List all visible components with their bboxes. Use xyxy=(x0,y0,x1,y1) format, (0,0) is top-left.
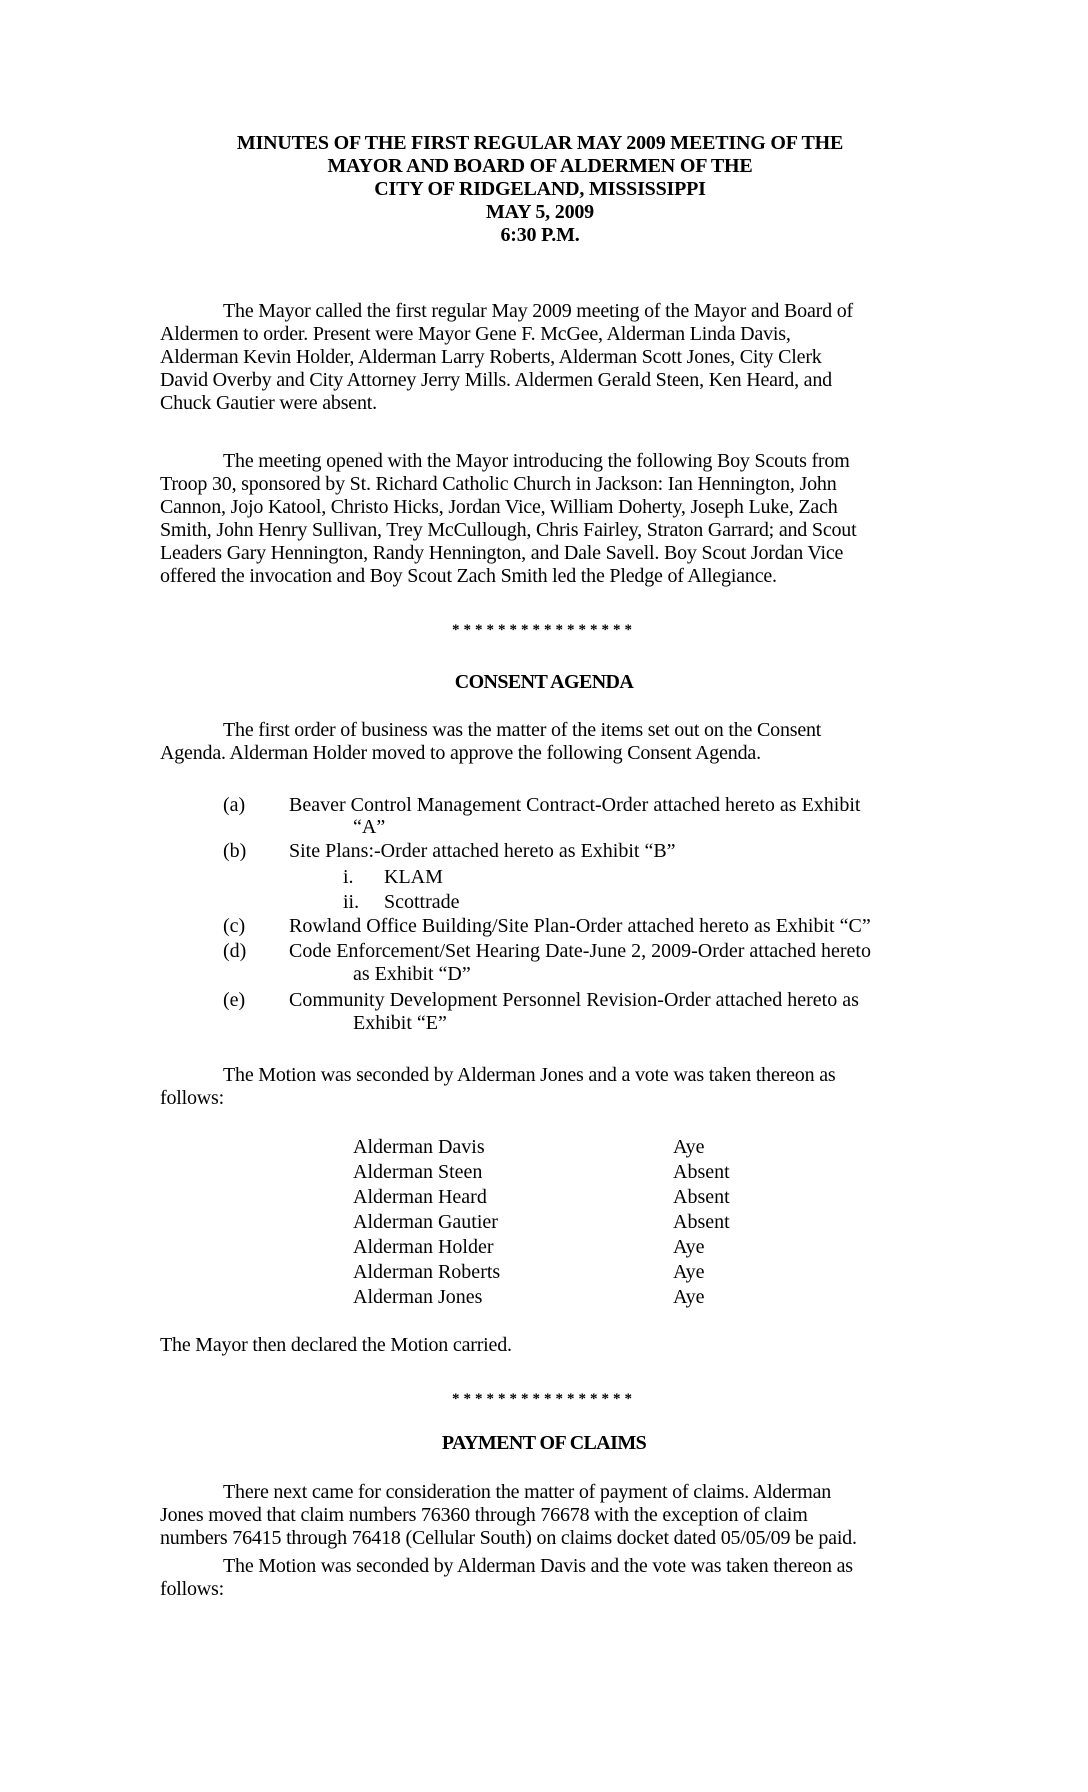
text-line: offered the invocation and Boy Scout Zach Smith led the Pledge of Allegiance. xyxy=(160,565,777,587)
vote-value: Absent xyxy=(673,1186,730,1208)
text-line: Aldermen to order. Present were Mayor Gene F. McGee, Alderman Linda Davis, xyxy=(160,323,791,345)
consent-intro-paragraph xyxy=(160,719,920,765)
text-line: The meeting opened with the Mayor introducing the following Boy Scouts from xyxy=(223,450,850,472)
section-heading-payment-of-claims: PAYMENT OF CLAIMS xyxy=(441,1432,647,1454)
text-line: The Motion was seconded by Alderman Davis and the vote was taken thereon as xyxy=(223,1555,853,1577)
item-label: (d) xyxy=(223,940,247,962)
vote-value: Absent xyxy=(673,1211,730,1233)
separator: **************** xyxy=(452,622,636,638)
vote-name: Alderman Heard xyxy=(353,1186,487,1208)
consent-motion-paragraph xyxy=(160,1064,920,1110)
text-line: Agenda. Alderman Holder moved to approve the following Consent Agenda. xyxy=(160,742,761,764)
vote-name: Alderman Steen xyxy=(353,1161,483,1183)
vote-name: Alderman Jones xyxy=(353,1286,483,1308)
sub-item-label: i. xyxy=(343,866,354,888)
item-label: (c) xyxy=(223,915,246,937)
text-line: Cannon, Jojo Katool, Christo Hicks, Jordan Vice, William Doherty, Joseph Luke, Zach xyxy=(160,496,838,518)
item-label: (e) xyxy=(223,989,246,1011)
title-line: MAY 5, 2009 xyxy=(486,201,594,223)
text-line: The first order of business was the matter of the items set out on the Consent xyxy=(223,719,822,741)
vote-value: Aye xyxy=(673,1236,705,1258)
text-line: Troop 30, sponsored by St. Richard Catholic Church in Jackson: Ian Hennington, John xyxy=(160,473,837,495)
text-line: There next came for consideration the matter of payment of claims. Alderman xyxy=(223,1481,832,1503)
text-line: Alderman Kevin Holder, Alderman Larry Roberts, Alderman Scott Jones, City Clerk xyxy=(160,346,822,368)
title-line: MAYOR AND BOARD OF ALDERMEN OF THE xyxy=(327,155,753,177)
text-line: Jones moved that claim numbers 76360 through 76678 with the exception of claim xyxy=(160,1504,808,1526)
document-title xyxy=(160,132,920,247)
sub-item-label: ii. xyxy=(343,891,360,913)
title-line: 6:30 P.M. xyxy=(500,224,580,246)
vote-name: Alderman Gautier xyxy=(353,1211,498,1233)
motion-result xyxy=(160,1334,920,1357)
text-line: numbers 76415 through 76418 (Cellular South) on claims docket dated 05/05/09 be paid. xyxy=(160,1527,857,1549)
text-line: follows: xyxy=(160,1578,224,1600)
vote-name: Alderman Davis xyxy=(353,1136,485,1158)
text-line: Chuck Gautier were absent. xyxy=(160,392,377,414)
item-text: Site Plans:-Order attached hereto as Exhibit “B” xyxy=(289,840,676,862)
scouts-paragraph xyxy=(160,450,920,588)
vote-value: Aye xyxy=(673,1286,705,1308)
text-line: Leaders Gary Hennington, Randy Hennington, and Dale Savell. Boy Scout Jordan Vice xyxy=(160,542,844,564)
title-line: CITY OF RIDGELAND, MISSISSIPPI xyxy=(374,178,706,200)
vote-value: Aye xyxy=(673,1136,705,1158)
item-text: Community Development Personnel Revision-Order attached hereto as xyxy=(289,989,859,1011)
item-text: Rowland Office Building/Site Plan-Order attached hereto as Exhibit “C” xyxy=(289,915,871,937)
claims-motion-paragraph xyxy=(160,1555,920,1601)
item-label: (a) xyxy=(223,794,246,816)
text-line: David Overby and City Attorney Jerry Mills. Aldermen Gerald Steen, Ken Heard, and xyxy=(160,369,832,391)
intro-paragraph xyxy=(160,300,920,415)
vote-name: Alderman Roberts xyxy=(353,1261,501,1283)
item-text: Code Enforcement/Set Hearing Date-June 2, 2009-Order attached hereto xyxy=(289,940,871,962)
text-line: Smith, John Henry Sullivan, Trey McCullough, Chris Fairley, Straton Garrard; and Scout xyxy=(160,519,857,541)
sub-item-text: Scottrade xyxy=(384,891,460,913)
text-line: The Motion was seconded by Alderman Jones and a vote was taken thereon as xyxy=(223,1064,836,1086)
item-text: Beaver Control Management Contract-Order attached hereto as Exhibit xyxy=(289,794,861,816)
title-line: MINUTES OF THE FIRST REGULAR MAY 2009 MEETING OF THE xyxy=(236,132,844,154)
section-heading-consent-agenda: CONSENT AGENDA xyxy=(454,671,634,693)
sub-item-text: KLAM xyxy=(384,866,443,888)
separator: **************** xyxy=(452,1391,636,1407)
claims-paragraph xyxy=(160,1481,920,1550)
item-text: Exhibit “E” xyxy=(353,1012,447,1034)
text-line: The Mayor called the first regular May 2009 meeting of the Mayor and Board of xyxy=(223,300,853,322)
vote-value: Aye xyxy=(673,1261,705,1283)
vote-name: Alderman Holder xyxy=(353,1236,494,1258)
item-label: (b) xyxy=(223,840,247,862)
item-text: “A” xyxy=(353,816,386,838)
text-line: follows: xyxy=(160,1087,224,1109)
text-line: The Mayor then declared the Motion carried. xyxy=(160,1334,512,1356)
vote-value: Absent xyxy=(673,1161,730,1183)
item-text: as Exhibit “D” xyxy=(353,963,471,985)
